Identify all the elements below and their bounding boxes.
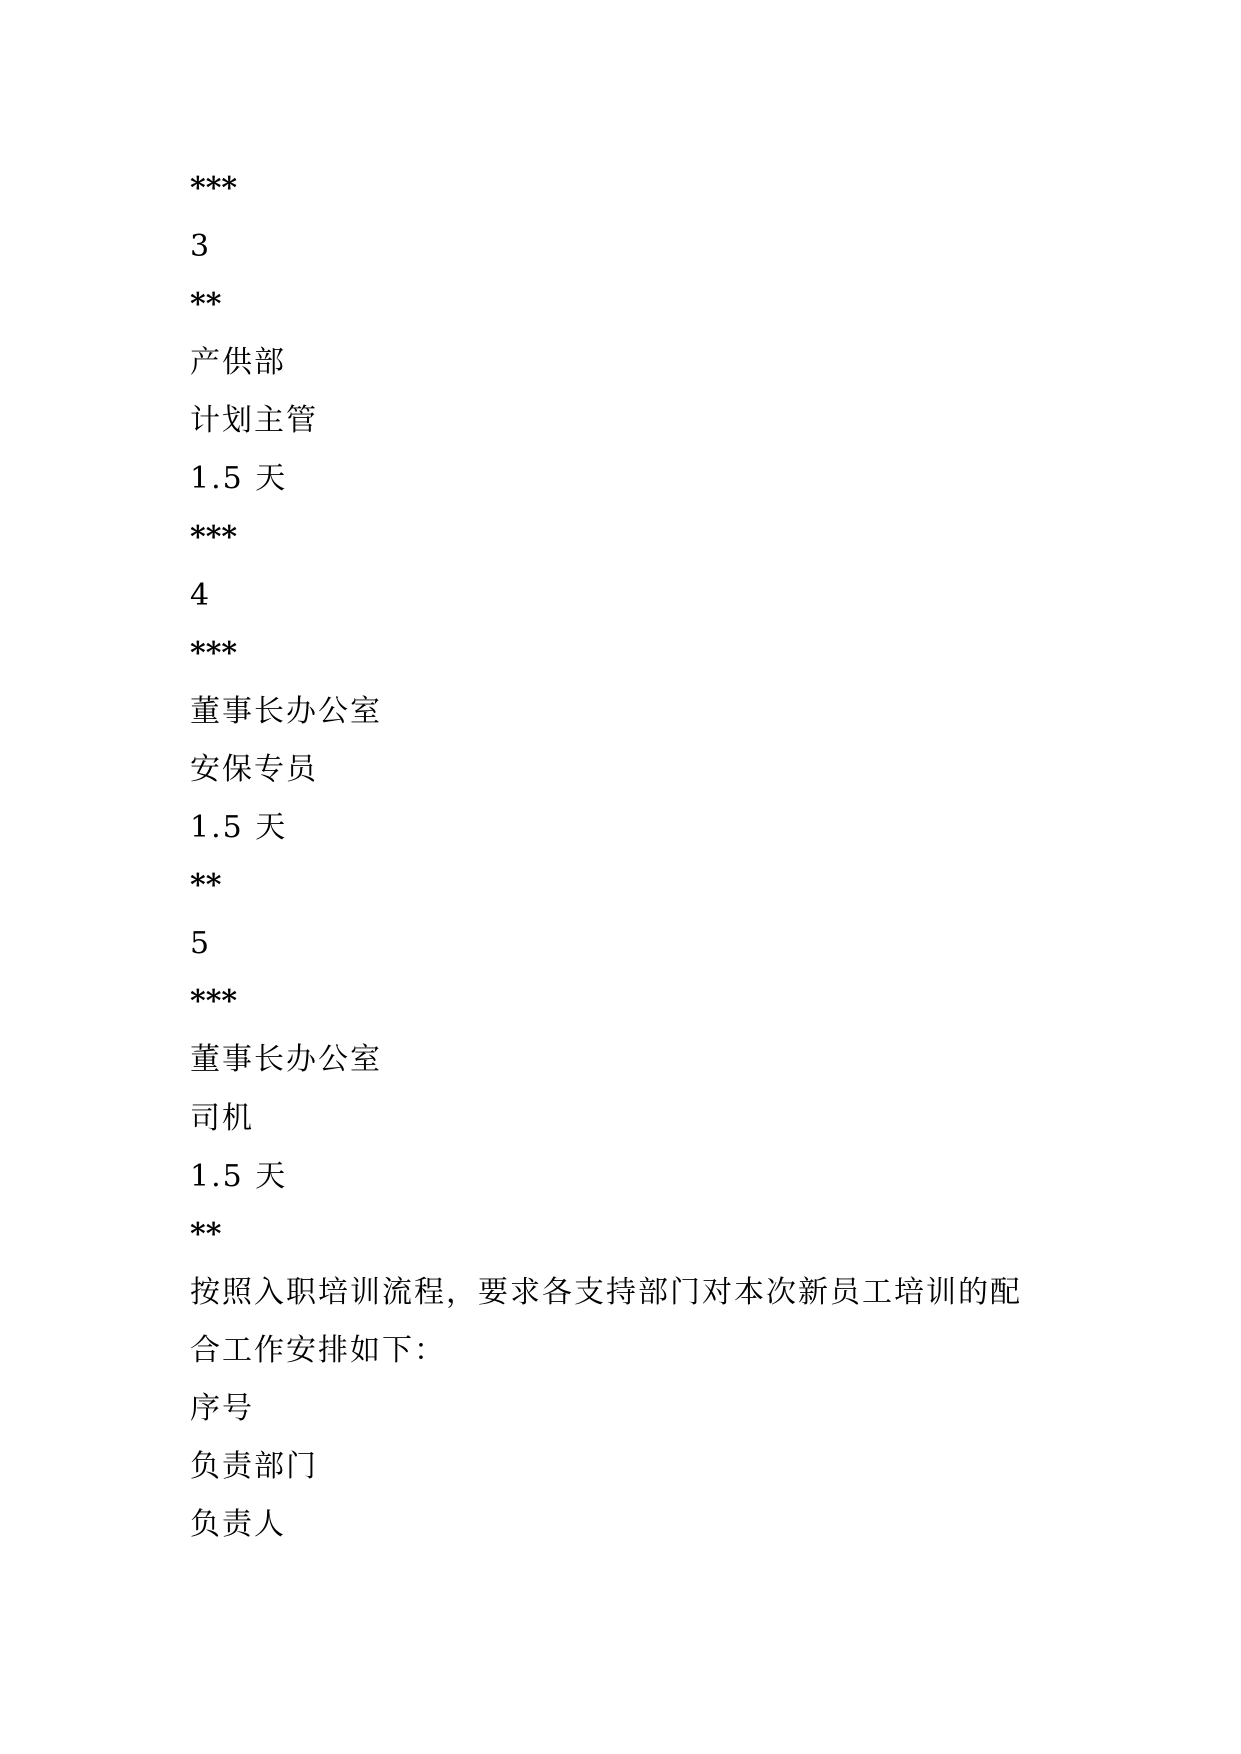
column-header-person: 负责人 (190, 1507, 286, 1543)
masked-text: *** (190, 171, 238, 206)
masked-text: ** (190, 868, 222, 904)
row-number: 5 (190, 926, 212, 962)
duration-text: 1.5 天 (190, 1158, 288, 1194)
masked-text: ** (190, 1216, 222, 1252)
paragraph-text: 按照入职培训流程，要求各支持部门对本次新员工培训的配 (190, 1274, 1022, 1310)
masked-text: ** (190, 287, 222, 323)
row-number: 3 (190, 229, 212, 265)
column-header-department: 负责部门 (190, 1449, 318, 1485)
department-text: 董事长办公室 (190, 1042, 382, 1078)
department-text: 产供部 (190, 345, 286, 381)
duration-text: 1.5 天 (190, 461, 288, 497)
document-body (190, 160, 1070, 1554)
row-number: 4 (190, 577, 212, 613)
masked-text: *** (190, 635, 238, 671)
masked-text: *** (190, 519, 238, 555)
paragraph-text: 合工作安排如下： (190, 1332, 446, 1368)
masked-text: *** (190, 984, 238, 1020)
column-header-seq: 序号 (190, 1390, 254, 1426)
position-text: 司机 (190, 1100, 254, 1136)
position-text: 安保专员 (190, 751, 318, 787)
position-text: 计划主管 (190, 403, 318, 439)
department-text: 董事长办公室 (190, 693, 382, 729)
duration-text: 1.5 天 (190, 810, 288, 846)
